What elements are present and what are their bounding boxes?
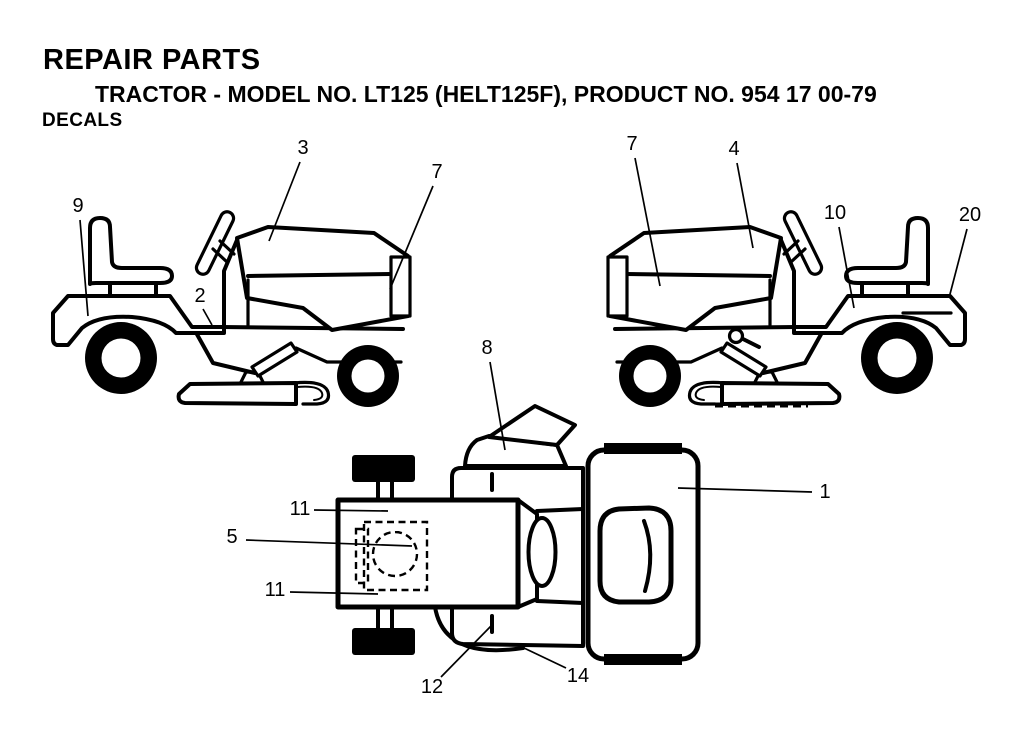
callout-label: 7: [431, 161, 443, 183]
top-view-figure: [338, 406, 698, 665]
callout-label: 5: [226, 526, 238, 548]
callout-leader: [524, 648, 566, 668]
frame-edge: [194, 329, 255, 373]
callout-3: [269, 137, 309, 241]
lift-lever: [252, 343, 297, 376]
callout-label: 2: [194, 285, 206, 307]
callout-label: 9: [72, 195, 84, 217]
hood: [237, 227, 408, 330]
callout-2: [194, 285, 212, 325]
callout-leader: [203, 309, 212, 325]
model-line: TRACTOR - MODEL NO. LT125 (HELT125F), PRODUCT NO. 954 17 00-79: [95, 81, 877, 107]
front-wheel-top: [352, 455, 415, 482]
hood-crease: [248, 274, 392, 276]
section-label: DECALS: [42, 110, 123, 131]
axle: [378, 607, 392, 628]
callout-10: [824, 202, 854, 308]
page-title: REPAIR PARTS: [43, 44, 261, 76]
mower-deck: [179, 383, 296, 404]
footboard-line: [222, 327, 403, 329]
callout-leader: [314, 510, 388, 511]
seat-cushion: [600, 508, 671, 602]
callout-label: 3: [297, 137, 309, 159]
callout-label: 20: [958, 204, 982, 226]
deck-chute: [294, 382, 329, 404]
callout-label: 12: [420, 676, 444, 698]
seat-rail-bottom: [604, 654, 682, 665]
callout-label: 7: [626, 133, 638, 155]
callout-label: 4: [728, 138, 740, 160]
callout-label: 10: [823, 202, 847, 224]
steering-column-top: [529, 518, 556, 586]
callout-14: [524, 648, 589, 687]
callout-leader: [949, 229, 967, 298]
axle: [378, 482, 392, 500]
fuel-cap: [730, 330, 743, 343]
left-tractor-figure: [53, 210, 410, 407]
hood-flap: [489, 406, 575, 445]
callout-label: 8: [481, 337, 493, 359]
seat-rail-top: [604, 443, 682, 454]
seat: [90, 218, 172, 284]
callout-7-left: [390, 161, 443, 289]
callout-label: 11: [264, 579, 286, 601]
callout-20: [949, 204, 981, 298]
right-tractor-figure: [608, 210, 965, 407]
callout-label: 14: [566, 665, 590, 687]
front-wheel-bottom: [352, 628, 415, 655]
callout-1: [678, 481, 831, 503]
callout-label: 1: [819, 481, 831, 503]
callout-label: 11: [289, 498, 311, 520]
steering-wheel: [194, 210, 235, 277]
fuel-cap-handle: [743, 339, 759, 347]
